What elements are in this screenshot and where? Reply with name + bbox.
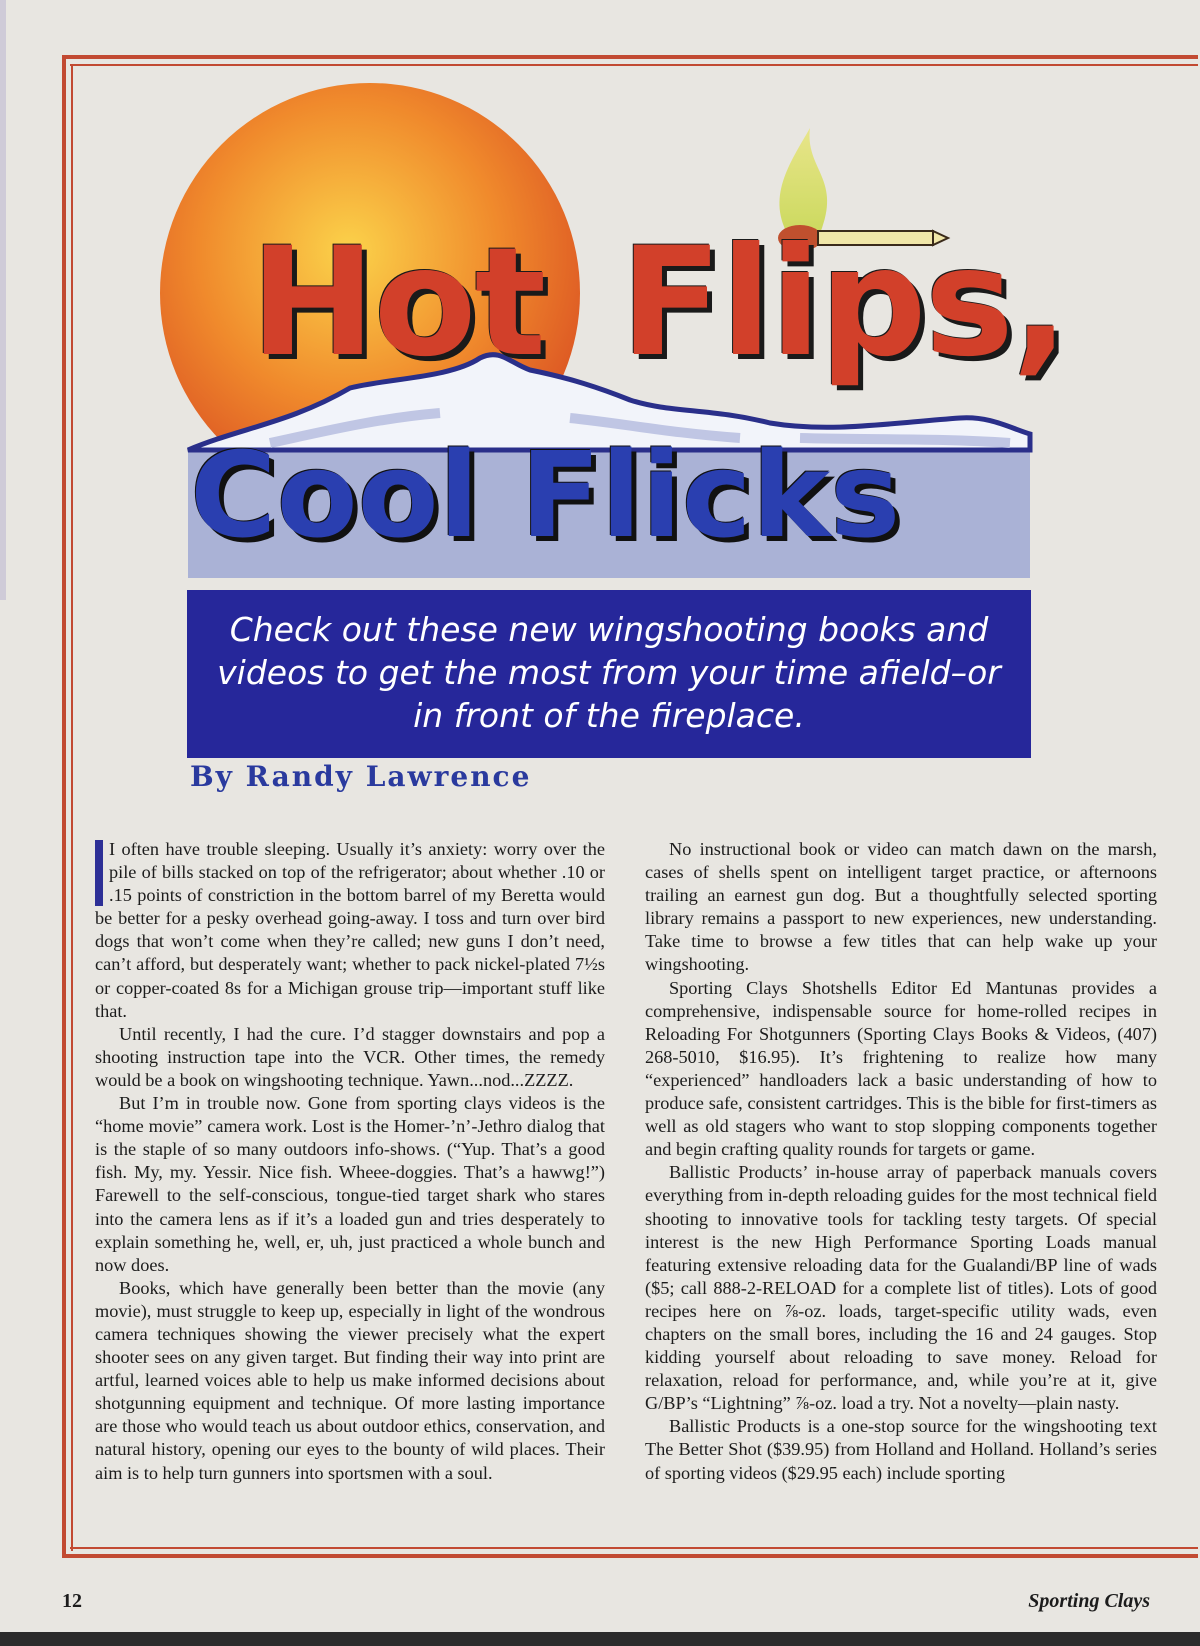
header-artwork: [150, 78, 1067, 578]
paragraph: I often have trouble sleeping. Usually it’s anxiety: worry over the pile of bills stacked on top of the refrigerator; about whether .10 or .15 points of constriction in the bottom barrel of my Beretta would be better for a pesky overhead going-away. I toss and turn over bird dogs that won’t come when they’re called; new guns I don’t need, can’t afford, but desperately want; whether to pack nickel-plated 7½s or copper-coated 8s for a Michigan grouse trip—important stuff like that.: [95, 839, 605, 1021]
paragraph: Ballistic Products’ in-house array of paperback manuals covers everything from in-depth reloading guides for the most technical field shooting to innovative tools for tackling testy targets. Of special interest is the new High Performance Sporting Loads manual featuring extensive reloading data for the Gualandi/BP line of wads ($5; call 888-2-RELOAD for a complete list of titles). Lots of good recipes here on ⅞-oz. loads, target-specific utility wads, even chapters on the small bores, including the 16 and 24 gauges. Stop kidding yourself about reloading to save money. Reload for relaxation, reload for performance, and, while you’re at it, give G/BP’s “Lightning” ⅞-oz. load a try. Not a novelty—plain nasty.: [645, 1162, 1157, 1414]
article-column-left: [95, 838, 605, 1485]
title-flips: Flips,: [620, 216, 1067, 390]
subtitle-text: Check out these new wingshooting books and videos to get the most from your time afield–or in front of the fireplace.: [217, 610, 1001, 735]
subtitle-banner: [187, 590, 1031, 758]
article-column-right: [645, 838, 1157, 1485]
title-hot: Hot: [250, 216, 545, 390]
paragraph: No instructional book or video can match dawn on the marsh, cases of shells spent on intelligent target practice, or afternoons trailing an earnest gun dog. But a thoughtfully selected sporting library remains a passport to new experiences, new understanding. Take time to browse a few titles that can help wake up your wingshooting.: [645, 839, 1157, 975]
scan-edge: [0, 1632, 1200, 1646]
border-rule: [70, 1547, 1198, 1549]
page-number: 12: [62, 1590, 82, 1612]
magazine-name: Sporting Clays: [1028, 1590, 1150, 1612]
paragraph: Ballistic Products is a one-stop source for the wingshooting text The Better Shot ($39.95) from Holland and Holland. Holland’s series of sporting videos ($29.95 each) include sporting: [645, 1416, 1157, 1483]
scan-edge: [0, 0, 6, 600]
border-rule: [62, 1554, 1198, 1558]
paragraph: But I’m in trouble now. Gone from sporting clays videos is the “home movie” camera work. Lost is the Homer-’n’-Jethro dialog that is the staple of so many outdoors info-shows. (“Yup. That’s a good fish. My, my. Yessir. Nice fish. Wheee-doggies. That’s a hawwg!”) Farewell to the self-conscious, tongue-tied target shark who stares into the camera lens as if it’s a loaded gun and tries desperately to explain something he, well, er, uh, just practiced a whole bunch and now does.: [95, 1093, 605, 1275]
paragraph: Books, which have generally been better than the movie (any movie), must struggle to keep up, especially in light of the wondrous camera techniques showing the viewer precisely what the expert shooter sees on any given target. But finding their way into print are artful, learned voices able to help us make informed decisions about shotgunning equipment and technique. Of more lasting importance are those who would teach us about outdoor ethics, conservation, and natural history, opening our eyes to the bounty of wild places. Their aim is to help turn gunners into sportsmen with a soul.: [95, 1277, 605, 1483]
paragraph: Sporting Clays Shotshells Editor Ed Mantunas provides a comprehensive, indispensable source for home-rolled recipes in Reloading For Shotgunners (Sporting Clays Books & Videos, (407) 268-5010, $16.95). It’s frightening to realize how many “experienced” handloaders lack a basic understanding of how to produce safe, consistent cartridges. This is the bible for first-timers as well as old stagers who want to stop slopping components together and begin crafting quality rounds for targets or game.: [645, 977, 1157, 1160]
byline: By Randy Lawrence: [190, 760, 532, 793]
border-rule: [70, 64, 1198, 66]
border-rule: [62, 55, 1198, 59]
border-rule: [62, 55, 66, 1558]
border-rule: [71, 64, 73, 1551]
drop-cap-bar: [95, 840, 103, 906]
title-cool-flicks: Cool Flicks: [190, 426, 901, 564]
paragraph: Until recently, I had the cure. I’d stagger downstairs and pop a shooting instruction tape into the VCR. Other times, the remedy would be a book on wingshooting technique. Yawn...nod...ZZZZ.: [95, 1023, 605, 1090]
